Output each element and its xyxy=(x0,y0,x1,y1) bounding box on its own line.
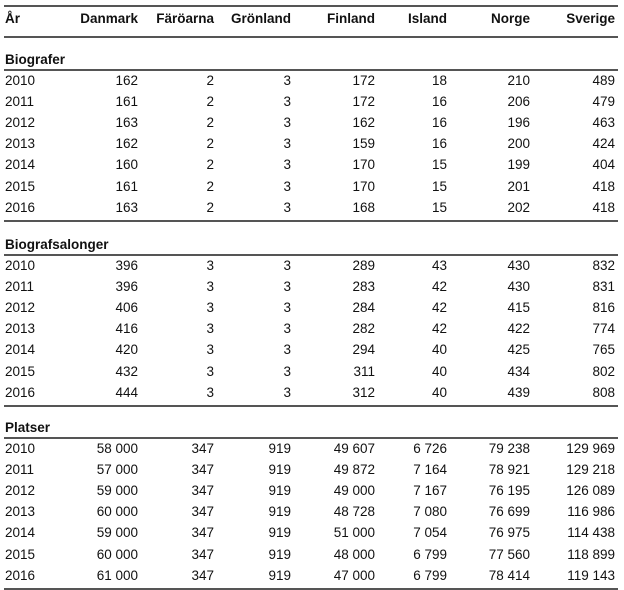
year-cell: 2012 xyxy=(5,483,36,499)
value-cell: 816 xyxy=(592,300,615,316)
table-row xyxy=(0,319,624,339)
value-cell: 6 726 xyxy=(413,441,447,456)
value-cell: 196 xyxy=(507,115,530,131)
value-cell: 7 164 xyxy=(413,462,447,478)
table-row xyxy=(0,439,624,459)
value-cell: 129 969 xyxy=(566,441,615,456)
value-cell: 3 xyxy=(283,73,291,88)
year-cell: 2015 xyxy=(5,178,36,194)
value-cell: 129 218 xyxy=(566,462,615,478)
value-cell: 420 xyxy=(115,342,138,358)
section-bottom-rule xyxy=(4,405,618,407)
value-cell: 347 xyxy=(191,462,214,478)
value-cell: 161 xyxy=(115,94,138,110)
value-cell: 347 xyxy=(191,525,214,541)
value-cell: 3 xyxy=(206,258,214,273)
value-cell: 3 xyxy=(283,363,291,379)
value-cell: 170 xyxy=(352,178,375,194)
value-cell: 168 xyxy=(352,199,375,215)
value-cell: 116 986 xyxy=(567,504,615,520)
value-cell: 16 xyxy=(431,94,447,110)
year-cell: 2014 xyxy=(5,525,36,541)
value-cell: 163 xyxy=(115,199,138,215)
year-cell: 2013 xyxy=(5,321,36,337)
value-cell: 418 xyxy=(592,199,615,215)
value-cell: 919 xyxy=(268,546,291,562)
value-cell: 126 089 xyxy=(566,483,615,499)
value-cell: 49 607 xyxy=(333,441,375,456)
year-cell: 2013 xyxy=(5,136,36,152)
value-cell: 2 xyxy=(206,157,214,173)
value-cell: 161 xyxy=(115,178,138,194)
value-cell: 48 728 xyxy=(333,504,375,520)
value-cell: 347 xyxy=(191,483,214,499)
value-cell: 201 xyxy=(507,178,530,194)
value-cell: 59 000 xyxy=(96,483,138,499)
year-cell: 2012 xyxy=(5,300,36,316)
value-cell: 7 167 xyxy=(413,483,447,499)
table-row xyxy=(0,177,624,197)
table-row xyxy=(0,460,624,480)
value-cell: 200 xyxy=(507,136,530,152)
value-cell: 2 xyxy=(206,115,214,131)
column-header: Finland xyxy=(327,11,375,26)
value-cell: 489 xyxy=(592,73,615,88)
value-cell: 3 xyxy=(283,94,291,110)
value-cell: 7 080 xyxy=(413,504,447,520)
value-cell: 114 438 xyxy=(567,525,615,541)
value-cell: 2 xyxy=(206,94,214,110)
value-cell: 919 xyxy=(268,525,291,541)
value-cell: 3 xyxy=(283,115,291,131)
table-row xyxy=(0,256,624,276)
value-cell: 3 xyxy=(283,157,291,173)
value-cell: 78 921 xyxy=(488,462,530,478)
table-row xyxy=(0,340,624,360)
value-cell: 210 xyxy=(507,73,530,88)
table-row xyxy=(0,277,624,297)
value-cell: 15 xyxy=(431,157,447,173)
value-cell: 206 xyxy=(507,94,530,110)
value-cell: 162 xyxy=(115,73,138,88)
value-cell: 16 xyxy=(431,115,447,131)
value-cell: 6 799 xyxy=(413,567,447,583)
value-cell: 51 000 xyxy=(333,525,375,541)
value-cell: 2 xyxy=(206,73,214,88)
table-row xyxy=(0,71,624,91)
year-cell: 2010 xyxy=(5,258,36,273)
value-cell: 42 xyxy=(431,300,447,316)
value-cell: 3 xyxy=(283,300,291,316)
value-cell: 406 xyxy=(115,300,138,316)
column-header: Grönland xyxy=(231,11,291,26)
value-cell: 430 xyxy=(507,279,530,295)
value-cell: 3 xyxy=(283,178,291,194)
section-bottom-rule xyxy=(4,220,618,222)
value-cell: 418 xyxy=(592,178,615,194)
value-cell: 42 xyxy=(431,279,447,295)
value-cell: 2 xyxy=(206,199,214,215)
value-cell: 415 xyxy=(507,300,530,316)
value-cell: 58 000 xyxy=(96,441,138,456)
column-header: Norge xyxy=(490,11,530,26)
year-cell: 2014 xyxy=(5,157,36,173)
value-cell: 3 xyxy=(283,258,291,273)
value-cell: 3 xyxy=(283,321,291,337)
value-cell: 42 xyxy=(431,321,447,337)
value-cell: 430 xyxy=(507,258,530,273)
value-cell: 79 238 xyxy=(488,441,530,456)
value-cell: 202 xyxy=(507,199,530,215)
value-cell: 2 xyxy=(206,136,214,152)
table-row xyxy=(0,545,624,565)
value-cell: 16 xyxy=(431,136,447,152)
column-header: Färöarna xyxy=(156,11,214,26)
value-cell: 15 xyxy=(431,199,447,215)
table-row xyxy=(0,198,624,218)
value-cell: 3 xyxy=(206,363,214,379)
value-cell: 347 xyxy=(191,546,214,562)
value-cell: 463 xyxy=(592,115,615,131)
value-cell: 3 xyxy=(283,342,291,358)
year-cell: 2015 xyxy=(5,546,36,562)
value-cell: 282 xyxy=(352,321,375,337)
value-cell: 119 143 xyxy=(567,567,615,583)
value-cell: 434 xyxy=(507,363,530,379)
column-header-year: År xyxy=(5,11,21,26)
table-row xyxy=(0,566,624,586)
header-row xyxy=(0,9,624,29)
year-cell: 2016 xyxy=(5,567,36,583)
value-cell: 3 xyxy=(283,384,291,400)
year-cell: 2010 xyxy=(5,441,36,456)
value-cell: 919 xyxy=(268,441,291,456)
value-cell: 283 xyxy=(352,279,375,295)
year-cell: 2016 xyxy=(5,199,36,215)
year-cell: 2010 xyxy=(5,73,36,88)
value-cell: 3 xyxy=(283,199,291,215)
table-row xyxy=(0,298,624,318)
table-row xyxy=(0,523,624,543)
value-cell: 347 xyxy=(191,504,214,520)
value-cell: 59 000 xyxy=(96,525,138,541)
value-cell: 396 xyxy=(115,279,138,295)
value-cell: 40 xyxy=(431,384,447,400)
header-rule xyxy=(4,36,618,38)
value-cell: 919 xyxy=(268,462,291,478)
value-cell: 479 xyxy=(592,94,615,110)
value-cell: 57 000 xyxy=(96,462,138,478)
value-cell: 18 xyxy=(431,73,447,88)
value-cell: 163 xyxy=(115,115,138,131)
value-cell: 15 xyxy=(431,178,447,194)
table-row xyxy=(0,134,624,154)
value-cell: 3 xyxy=(206,342,214,358)
value-cell: 347 xyxy=(191,567,214,583)
value-cell: 60 000 xyxy=(96,504,138,520)
year-cell: 2011 xyxy=(5,279,35,295)
section-title: Platser xyxy=(5,420,51,435)
table-row xyxy=(0,502,624,522)
value-cell: 77 560 xyxy=(488,546,530,562)
value-cell: 76 699 xyxy=(488,504,530,520)
value-cell: 765 xyxy=(592,342,615,358)
value-cell: 60 000 xyxy=(96,546,138,562)
column-header: Sverige xyxy=(566,11,615,26)
year-cell: 2012 xyxy=(5,115,36,131)
value-cell: 404 xyxy=(592,157,615,173)
value-cell: 444 xyxy=(115,384,138,400)
value-cell: 289 xyxy=(352,258,375,273)
value-cell: 3 xyxy=(283,279,291,295)
table-row xyxy=(0,481,624,501)
value-cell: 919 xyxy=(268,504,291,520)
value-cell: 294 xyxy=(352,342,375,358)
year-cell: 2014 xyxy=(5,342,36,358)
table-row xyxy=(0,92,624,112)
value-cell: 3 xyxy=(206,279,214,295)
value-cell: 396 xyxy=(115,258,138,273)
value-cell: 118 899 xyxy=(567,546,615,562)
value-cell: 2 xyxy=(206,178,214,194)
section-title: Biografer xyxy=(5,52,66,67)
value-cell: 802 xyxy=(592,363,615,379)
year-cell: 2011 xyxy=(5,462,35,478)
value-cell: 808 xyxy=(592,384,615,400)
value-cell: 3 xyxy=(206,384,214,400)
value-cell: 832 xyxy=(592,258,615,273)
value-cell: 3 xyxy=(206,300,214,316)
value-cell: 831 xyxy=(592,279,615,295)
value-cell: 172 xyxy=(352,94,375,110)
top-rule xyxy=(4,5,618,7)
year-cell: 2013 xyxy=(5,504,36,520)
value-cell: 284 xyxy=(352,300,375,316)
year-cell: 2015 xyxy=(5,363,36,379)
value-cell: 76 975 xyxy=(488,525,530,541)
value-cell: 424 xyxy=(592,136,615,152)
value-cell: 47 000 xyxy=(333,567,375,583)
value-cell: 6 799 xyxy=(413,546,447,562)
value-cell: 40 xyxy=(431,342,447,358)
value-cell: 432 xyxy=(115,363,138,379)
value-cell: 43 xyxy=(431,258,447,273)
column-header: Island xyxy=(407,11,447,26)
value-cell: 172 xyxy=(352,73,375,88)
table-row xyxy=(0,383,624,403)
value-cell: 7 054 xyxy=(413,525,447,541)
year-cell: 2016 xyxy=(5,384,36,400)
value-cell: 61 000 xyxy=(96,567,138,583)
value-cell: 919 xyxy=(268,483,291,499)
value-cell: 919 xyxy=(268,567,291,583)
value-cell: 162 xyxy=(352,115,375,131)
value-cell: 162 xyxy=(115,136,138,152)
value-cell: 48 000 xyxy=(333,546,375,562)
value-cell: 40 xyxy=(431,363,447,379)
value-cell: 49 872 xyxy=(333,462,375,478)
value-cell: 199 xyxy=(507,157,530,173)
year-cell: 2011 xyxy=(5,94,35,110)
value-cell: 170 xyxy=(352,157,375,173)
value-cell: 160 xyxy=(115,157,138,173)
table-row xyxy=(0,155,624,175)
table-row xyxy=(0,362,624,382)
value-cell: 425 xyxy=(507,342,530,358)
table-row xyxy=(0,113,624,133)
value-cell: 347 xyxy=(191,441,214,456)
value-cell: 416 xyxy=(115,321,138,337)
value-cell: 159 xyxy=(352,136,375,152)
value-cell: 3 xyxy=(283,136,291,152)
value-cell: 3 xyxy=(206,321,214,337)
value-cell: 49 000 xyxy=(333,483,375,499)
column-header: Danmark xyxy=(80,11,138,26)
value-cell: 312 xyxy=(352,384,375,400)
value-cell: 76 195 xyxy=(488,483,530,499)
value-cell: 422 xyxy=(507,321,530,337)
section-title: Biografsalonger xyxy=(5,237,109,252)
value-cell: 78 414 xyxy=(488,567,530,583)
value-cell: 774 xyxy=(592,321,615,337)
value-cell: 311 xyxy=(353,363,375,379)
value-cell: 439 xyxy=(507,384,530,400)
